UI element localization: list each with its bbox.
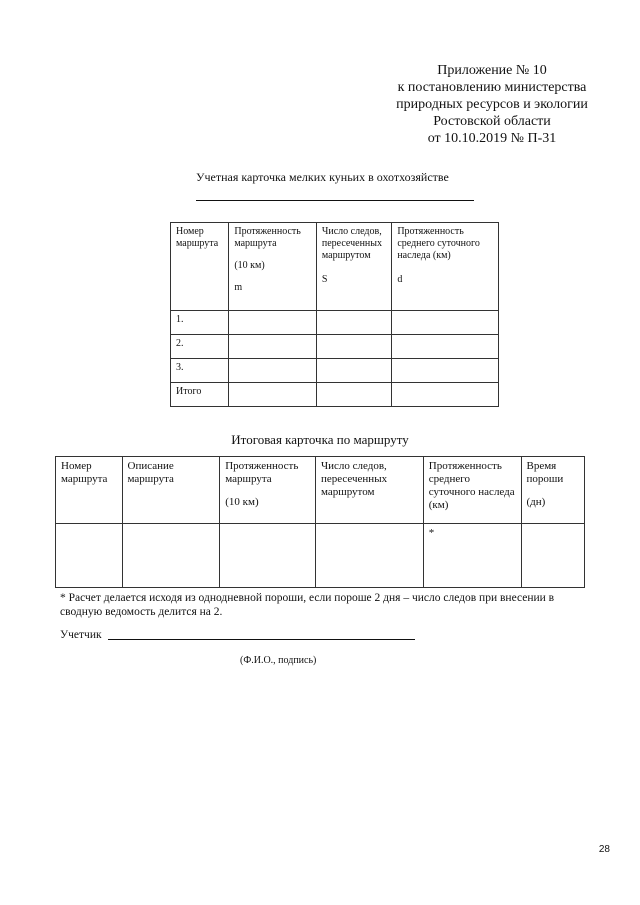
table-row (171, 335, 499, 359)
asterisk-mark: * (428, 527, 435, 539)
table-cell[interactable] (392, 311, 499, 335)
appendix-line: Приложение № 10 (437, 63, 547, 78)
table-cell[interactable] (316, 383, 391, 407)
table-cell[interactable] (392, 383, 499, 407)
table-cell[interactable] (392, 359, 499, 383)
header-avg-length: Протяженность среднего суточного наследа (км) d (392, 223, 499, 311)
hunting-ground-underline (196, 200, 474, 201)
table-cell[interactable] (229, 359, 317, 383)
header-avg-length: Протяженность среднего суточного наследа (км) (423, 457, 521, 524)
table-row (171, 359, 499, 383)
header-tracks: Число следов, пересеченных маршрутом (315, 457, 423, 524)
table-cell[interactable] (315, 524, 423, 588)
table-header-row (171, 223, 499, 311)
header-length: Протяженность маршрута (10 км) m (229, 223, 317, 311)
table-cell[interactable] (392, 335, 499, 359)
appendix-line: Ростовской области (433, 114, 551, 129)
appendix-line: природных ресурсов и экологии (396, 97, 588, 112)
table-cell[interactable] (316, 311, 391, 335)
page-number: 28 (598, 844, 610, 855)
route-card-title: Итоговая карточка по маршруту (231, 432, 409, 447)
appendix-line: к постановлению министерства (397, 80, 587, 95)
signature-line[interactable] (108, 639, 415, 640)
header-tracks: Число следов, пересеченных маршрутом S (316, 223, 391, 311)
header-description: Описание маршрута (122, 457, 220, 524)
table-cell[interactable] (220, 524, 316, 588)
account-card-table (170, 222, 499, 407)
accountant-label: Учетчик (60, 629, 102, 641)
table-cell[interactable] (316, 359, 391, 383)
header-route-no: Номер маршрута (171, 223, 229, 311)
table-row-total (171, 383, 499, 407)
signature-hint: (Ф.И.О., подпись) (240, 655, 317, 666)
footnote: * Расчет делается исходя из однодневной пороши, если пороше 2 дня – число следов при внесении в сводную ведомость делится на 2. (60, 592, 555, 618)
table-cell[interactable] (316, 335, 391, 359)
table-cell[interactable] (229, 383, 317, 407)
header-time: Время пороши (дн) (521, 457, 585, 524)
table-header-row (56, 457, 585, 524)
table-cell[interactable] (521, 524, 585, 588)
header-route-no: Номер маршрута (56, 457, 123, 524)
table-row (171, 311, 499, 335)
table-cell[interactable] (56, 524, 123, 588)
table-cell[interactable] (229, 335, 317, 359)
row-label: 1. (171, 311, 229, 335)
card-title: Учетная карточка мелких куньих в охотхозяйстве (196, 170, 449, 184)
row-label: 3. (171, 359, 229, 383)
row-label: 2. (171, 335, 229, 359)
table-cell-asterisk[interactable] (423, 524, 521, 588)
table-cell[interactable] (229, 311, 317, 335)
table-cell[interactable] (122, 524, 220, 588)
appendix-header (382, 62, 602, 147)
route-summary-table (55, 456, 585, 588)
appendix-line: от 10.10.2019 № П-31 (427, 131, 557, 146)
table-row (56, 524, 585, 588)
row-label: Итого (171, 383, 229, 407)
header-length: Протяженность маршрута (10 км) (220, 457, 316, 524)
